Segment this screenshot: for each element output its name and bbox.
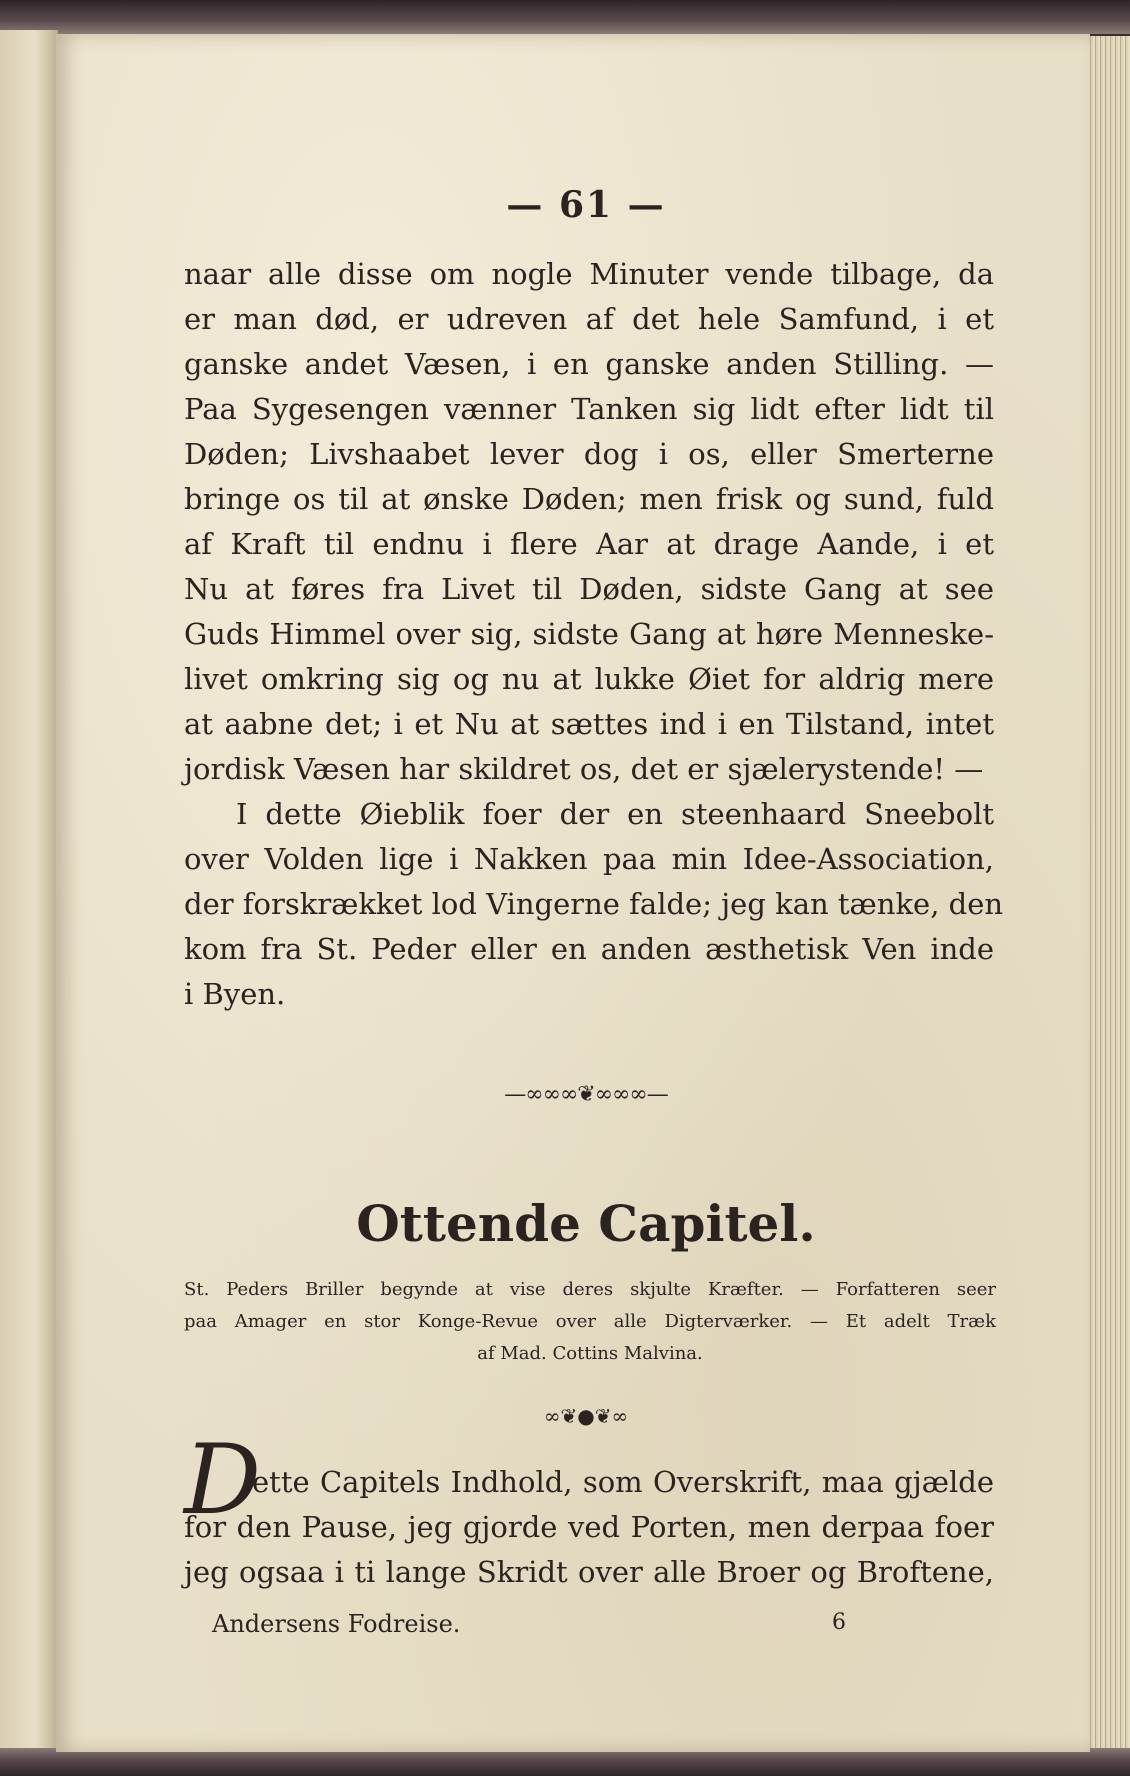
body-line: bringe os til at ønske Døden; men frisk og sund, fuld <box>184 482 994 516</box>
book-cover-top-edge <box>0 0 1130 34</box>
body-line: over Volden lige i Nakken paa min Idee-Association, <box>184 842 994 876</box>
body-line: er man død, er udreven af det hele Samfund, i et <box>184 302 994 336</box>
body-line: der forskrækket lod Vingerne falde; jeg kan tænke, den <box>184 887 1004 921</box>
chapter-summary-line: paa Amager en stor Konge-Revue over alle Digterværker. — Et adelt Træk <box>184 1311 996 1332</box>
book-cover-bottom-edge <box>0 1748 1130 1776</box>
body-line: kom fra St. Peder eller en anden æsthetisk Ven inde <box>184 932 994 966</box>
chapter-summary-line: St. Peders Briller begynde at vise deres skjulte Kræfter. — Forfatteren seer <box>184 1279 996 1300</box>
book-page <box>56 34 1090 1752</box>
chapter-title: Ottende Capitel. <box>356 1194 816 1253</box>
body-line: jordisk Væsen har skildret os, det er sjælerystende! — <box>184 752 984 786</box>
chapter-body-line: for den Pause, jeg gjorde ved Porten, men derpaa foer <box>184 1510 994 1544</box>
left-page-edge <box>0 30 58 1752</box>
footer-signature-mark: Andersens Fodreise. <box>212 1610 461 1638</box>
body-line: i Byen. <box>184 977 286 1011</box>
body-line: Guds Himmel over sig, sidste Gang at høre Menneske- <box>184 617 994 651</box>
paragraph-first-line: I dette Øieblik foer der en steenhaard Sneebolt <box>236 797 994 831</box>
body-line: af Kraft til endnu i flere Aar at drage Aande, i et <box>184 527 994 561</box>
body-line: naar alle disse om nogle Minuter vende tilbage, da <box>184 257 994 291</box>
chapter-body-line: ette Capitels Indhold, som Overskrift, maa gjælde <box>252 1465 994 1499</box>
chapter-body-line: jeg ogsaa i ti lange Skridt over alle Broer og Broftene, <box>184 1555 994 1589</box>
summary-divider-ornament: ∞❦●❦∞ <box>543 1404 629 1428</box>
page-number: — 61 — <box>506 184 666 226</box>
body-line: Døden; Livshaabet lever dog i os, eller Smerterne <box>184 437 994 471</box>
body-line: Paa Sygesengen vænner Tanken sig lidt efter lidt til <box>184 392 994 426</box>
footer-sheet-number: 6 <box>832 1610 846 1635</box>
page-stack-edge <box>1088 36 1130 1750</box>
drop-cap-initial: D <box>184 1424 261 1536</box>
body-line: at aabne det; i et Nu at sættes ind i en Tilstand, intet <box>184 707 994 741</box>
body-line: livet omkring sig og nu at lukke Øiet for aldrig mere <box>184 662 994 696</box>
section-divider-ornament: —∞∞∞❦∞∞∞— <box>504 1082 668 1107</box>
body-line: ganske andet Væsen, i en ganske anden Stilling. — <box>184 347 994 381</box>
body-line: Nu at føres fra Livet til Døden, sidste Gang at see <box>184 572 994 606</box>
chapter-summary-line: af Mad. Cottins Malvina. <box>477 1343 703 1364</box>
